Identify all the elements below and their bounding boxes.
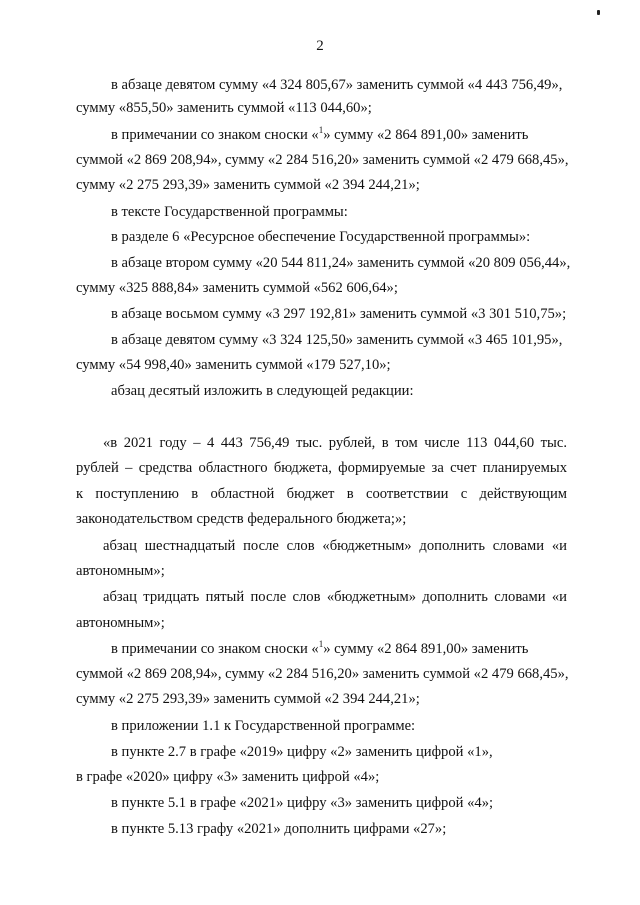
text-line: в разделе 6 «Ресурсное обеспечение Государственной программы»:	[111, 229, 531, 245]
footnote-mark: 1	[318, 639, 324, 649]
text-line: в тексте Государственной программы:	[111, 204, 348, 220]
text-line: в абзаце восьмом сумму «3 297 192,81» заменить суммой «3 301 510,75»;	[111, 306, 567, 322]
text-line: суммой «2 869 208,94», сумму «2 284 516,20» заменить суммой «2 479 668,45»,	[76, 152, 569, 168]
text-line: в пункте 2.7 в графе «2019» цифру «2» заменить цифрой «1»,	[111, 744, 493, 760]
text-line: в примечании со знаком сноски «$^1$» сумму «2 864 891,00» заменить	[111, 639, 529, 657]
text-line: автономным»;	[76, 615, 165, 631]
text-line: сумму «855,50» заменить суммой «113 044,60»;	[76, 100, 372, 116]
text-line: автономным»;	[76, 563, 165, 579]
text-line: сумму «54 998,40» заменить суммой «179 527,10»;	[76, 357, 391, 373]
text-line: к поступлению в областной бюджет в соответствии с действующим	[76, 486, 567, 502]
text-line: в абзаце втором сумму «20 544 811,24» заменить суммой «20 809 056,44»,	[111, 255, 571, 271]
scan-mark	[597, 10, 600, 15]
text-line: законодательством средств федерального бюджета;»;	[76, 511, 407, 527]
text-line: в абзаце девятом сумму «3 324 125,50» заменить суммой «3 465 101,95»,	[111, 332, 563, 348]
text-line: в пункте 5.1 в графе «2021» цифру «3» заменить цифрой «4»;	[111, 795, 494, 811]
text-line: в приложении 1.1 к Государственной программе:	[111, 718, 416, 734]
text-line: абзац шестнадцатый после слов «бюджетным» дополнить словами «и	[103, 538, 567, 554]
text-line: сумму «2 275 293,39» заменить суммой «2 394 244,21»;	[76, 691, 420, 707]
footnote-mark: 1	[318, 125, 324, 135]
text-line: абзац тридцать пятый после слов «бюджетным» дополнить словами «и	[103, 589, 567, 605]
text-line: в абзаце девятом сумму «4 324 805,67» заменить суммой «4 443 756,49»,	[111, 77, 563, 93]
text-line: «в 2021 году – 4 443 756,49 тыс. рублей, в том числе 113 044,60 тыс.	[103, 435, 567, 451]
text-line: сумму «325 888,84» заменить суммой «562 606,64»;	[76, 280, 398, 296]
text-line: в примечании со знаком сноски «$^1$» сумму «2 864 891,00» заменить	[111, 125, 529, 143]
text-line: в графе «2020» цифру «3» заменить цифрой «4»;	[76, 769, 380, 785]
text-line: суммой «2 869 208,94», сумму «2 284 516,20» заменить суммой «2 479 668,45»,	[76, 666, 569, 682]
text-line: рублей – средства областного бюджета, формируемые за счет планируемых	[76, 460, 567, 476]
text-line: в пункте 5.13 графу «2021» дополнить цифрами «27»;	[111, 821, 447, 837]
page-number: 2	[316, 38, 324, 54]
text-line: абзац десятый изложить в следующей редакции:	[111, 383, 414, 399]
text-line: сумму «2 275 293,39» заменить суммой «2 394 244,21»;	[76, 177, 420, 193]
